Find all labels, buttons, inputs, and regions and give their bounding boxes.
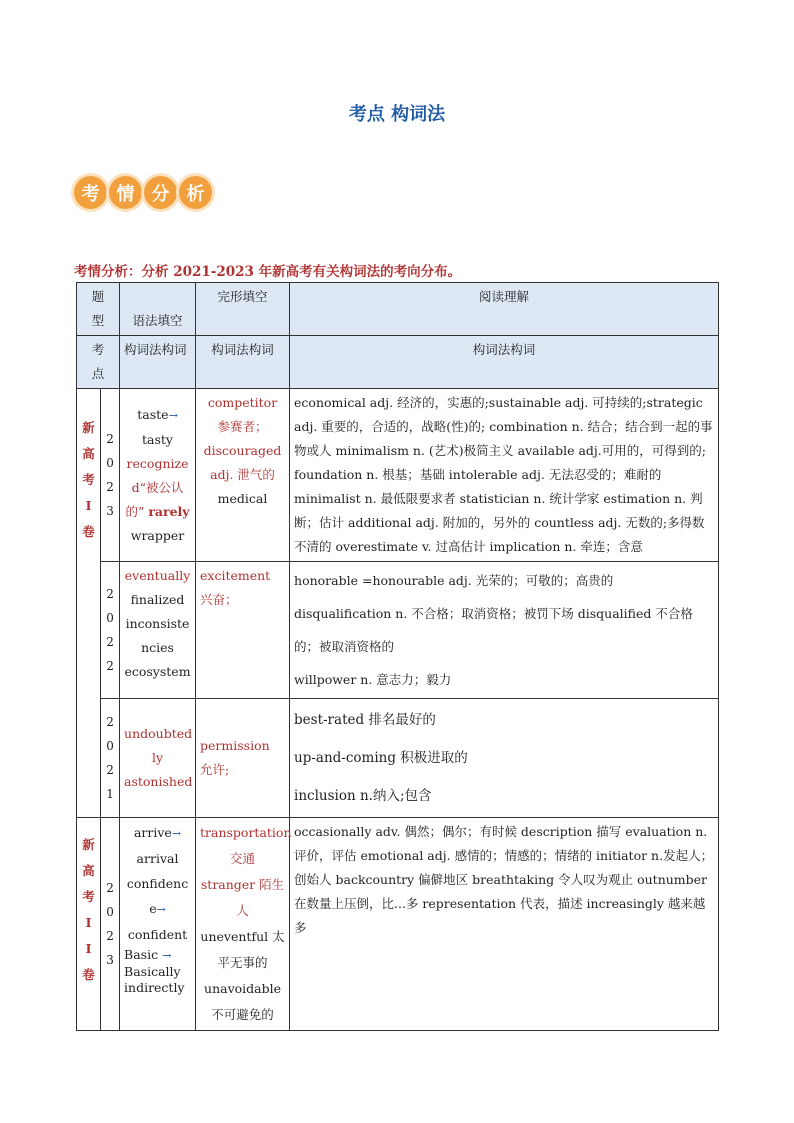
reading-words: honorable =honourable adj. 光荣的；可敬的；高贵的 disqualification n. 不合格；取消资格；被罚下场 disqualified 不合格的；被取消资格的 willpower n. 意志力；毅力	[290, 562, 719, 699]
exam1-2021-row	[77, 699, 719, 818]
grammar-words: eventually finalized inconsiste ncies ecosystem	[120, 562, 196, 699]
header-char: 点	[91, 366, 105, 381]
header-char: 考	[91, 342, 105, 357]
header-char: 型	[91, 313, 105, 328]
exam2-label: 新 高 考 I I 卷	[77, 818, 101, 1031]
exam1-2023-row	[77, 389, 719, 562]
cloze-subheader: 构词法构词	[196, 336, 290, 389]
badge-char: 考	[74, 176, 107, 209]
reading-words: best-rated 排名最好的 up-and-coming 积极进取的 inclusion n.纳入;包含	[290, 699, 719, 818]
point-header	[77, 336, 120, 389]
badge-char: 情	[109, 176, 142, 209]
grammar-words: arrive→ arrival confidenc e→ confident Basic → Basically indirectly	[120, 818, 196, 1031]
badge-char: 析	[179, 176, 212, 209]
subheader-row	[77, 336, 719, 389]
year-2023: 2 0 2 3	[101, 389, 120, 562]
grammar-header: 语法填空	[120, 283, 196, 336]
arrow-icon: →	[156, 903, 166, 916]
header-char: 题	[91, 289, 105, 304]
grammar-subheader: 构词法构词	[120, 336, 196, 389]
exam1-label: 新 高 考 I 卷	[77, 389, 101, 818]
exam1-2022-row	[77, 562, 719, 699]
year-2023: 2 0 2 3	[101, 818, 120, 1031]
exam2-2023-row	[77, 818, 719, 1031]
arrow-icon: →	[171, 827, 182, 840]
reading-words: economical adj. 经济的，实惠的;sustainable adj. 可持续的;strategic adj. 重要的，合适的，战略(性)的; combination n. 结合；结合到一起的事物或人 minimalism n. (艺术)极简主义 available adj.可用的，可得到的; foundation n. 根基；基础 intolerable adj. 无法忍受的；难耐的 minimalist n. 最低限要求者 statistician n. 统计学家 estimation n. 判断；估计 additional adj. 附加的，另外的 countless adj. 无数的;多得数不清的 overestimate v. 过高估计 implication n. 牵连；含意	[290, 389, 719, 562]
badge-char: 分	[144, 176, 177, 209]
analysis-table	[76, 282, 719, 1031]
cloze-words: excitement 兴奋；	[196, 562, 290, 699]
page-title: 考点 构词法	[348, 104, 446, 125]
cloze-words: permission 允许;	[196, 699, 290, 818]
reading-header: 阅读理解	[290, 283, 719, 336]
cloze-words: transportation 交通 stranger 陌生人 uneventful 太平无事的 unavoidable 不可避免的	[196, 818, 290, 1031]
year-2021: 2 0 2 1	[101, 699, 120, 818]
arrow-icon: →	[162, 949, 172, 962]
grammar-words: undoubted ly astonished	[120, 699, 196, 818]
section-badge	[74, 176, 214, 209]
header-row	[77, 283, 719, 336]
cloze-header: 完形填空	[196, 283, 290, 336]
reading-subheader: 构词法构词	[290, 336, 719, 389]
intro-text: 考情分析：分析 2021-2023 年新高考有关构词法的考向分布。	[74, 264, 462, 280]
reading-words: occasionally adv. 偶然；偶尔；有时候 description 描写 evaluation n. 评价，评估 emotional adj. 感情的；情感的；情绪的 initiator n.发起人；创始人 backcountry 偏僻地区 breathtaking 令人叹为观止 outnumber 在数量上压倒，比...多 representation 代表，描述 increasingly 越来越多	[290, 818, 719, 1031]
cloze-words: competitor 参赛者； discouraged adj. 泄气的 medical	[196, 389, 290, 562]
year-2022: 2 0 2 2	[101, 562, 120, 699]
arrow-icon: →	[168, 409, 178, 422]
type-header	[77, 283, 120, 336]
grammar-words: taste→ tasty recognize d“被公认 的” rarely wrapper	[120, 389, 196, 562]
